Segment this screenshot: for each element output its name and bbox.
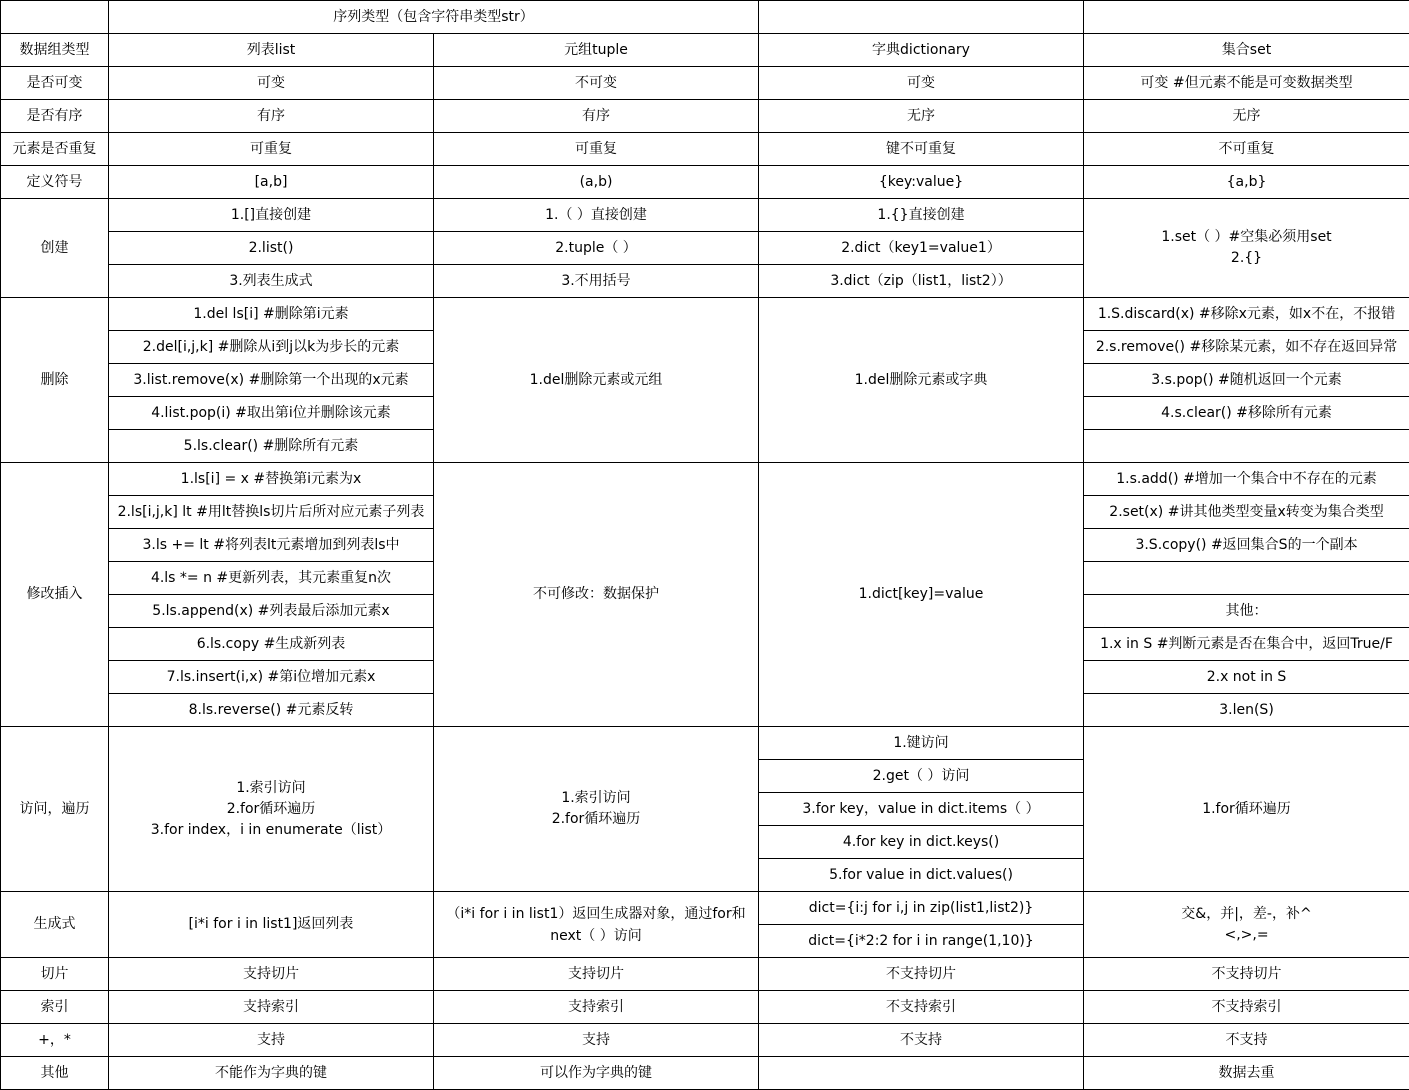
sequence-types-header: 序列类型（包含字符串类型str）	[109, 1, 759, 34]
list-access-cell	[109, 727, 434, 892]
list-ops-cell: 支持	[109, 1024, 434, 1057]
list-delete-cell: 1.del ls[i] #删除第i元素	[109, 298, 434, 331]
set-create-line: 2.{}	[1230, 250, 1263, 266]
set-create-line: 1.set（ ）#空集必须用set	[1161, 229, 1332, 245]
tuple-create-cell: 3.不用括号	[434, 265, 759, 298]
dict-mutable-cell: 可变	[759, 67, 1084, 100]
tuple-ordered-cell: 有序	[434, 100, 759, 133]
set-modify-cell: 1.s.add() #增加一个集合中不存在的元素	[1084, 463, 1409, 496]
tuple-modify-cell: 不可修改：数据保护	[434, 463, 759, 727]
row-label-slice: 切片	[1, 958, 109, 991]
dict-other-cell	[759, 1057, 1084, 1090]
table-row	[1, 892, 1409, 925]
set-comprehension-line: <,>,=	[1224, 926, 1269, 943]
tuple-duplicate-cell: 可重复	[434, 133, 759, 166]
row-label-access: 访问，遍历	[1, 727, 109, 892]
dict-duplicate-cell: 键不可重复	[759, 133, 1084, 166]
set-delete-cell	[1084, 430, 1409, 463]
corner-cell	[1, 1, 109, 34]
dict-create-cell: 1.{}直接创建	[759, 199, 1084, 232]
list-access-line: 3.for index，i in enumerate（list）	[150, 821, 392, 838]
list-access-line: 1.索引访问	[236, 779, 306, 796]
list-ordered-cell: 有序	[109, 100, 434, 133]
dict-create-cell: 3.dict（zip（list1，list2））	[759, 265, 1084, 298]
list-symbol-cell: [a,b]	[109, 166, 434, 199]
table-row	[1, 1024, 1409, 1057]
set-modify-cell: 1.x in S #判断元素是否在集合中，返回True/F	[1084, 628, 1409, 661]
table-row	[1, 958, 1409, 991]
set-slice-cell: 不支持切片	[1084, 958, 1409, 991]
set-top-cell	[1084, 1, 1409, 34]
dict-index-cell: 不支持索引	[759, 991, 1084, 1024]
set-other-cell: 数据去重	[1084, 1057, 1409, 1090]
dict-access-cell: 2.get（ ）访问	[759, 760, 1084, 793]
list-create-cell: 3.列表生成式	[109, 265, 434, 298]
set-modify-cell: 2.set(x) #讲其他类型变量x转变为集合类型	[1084, 496, 1409, 529]
row-label-type: 数据组类型	[1, 34, 109, 67]
tuple-access-cell	[434, 727, 759, 892]
set-modify-cell	[1084, 562, 1409, 595]
dict-ordered-cell: 无序	[759, 100, 1084, 133]
table-row	[1, 298, 1409, 331]
list-access-line: 2.for循环遍历	[226, 800, 316, 817]
set-ops-cell: 不支持	[1084, 1024, 1409, 1057]
tuple-symbol-cell: (a,b)	[434, 166, 759, 199]
table-row	[1, 727, 1409, 760]
list-other-cell: 不能作为字典的键	[109, 1057, 434, 1090]
list-delete-cell: 3.list.remove(x) #删除第一个出现的x元素	[109, 364, 434, 397]
set-delete-cell: 2.s.remove() #移除某元素，如不存在返回异常	[1084, 331, 1409, 364]
set-create-cell	[1084, 199, 1409, 298]
list-modify-cell: 2.ls[i,j,k] lt #用lt替换ls切片后所对应元素子列表	[109, 496, 434, 529]
set-delete-cell: 1.S.discard(x) #移除x元素，如x不在，不报错	[1084, 298, 1409, 331]
dict-access-cell: 4.for key in dict.keys()	[759, 826, 1084, 859]
row-label-delete: 删除	[1, 298, 109, 463]
set-modify-cell: 其他：	[1084, 595, 1409, 628]
tuple-comprehension-cell: （i*i for i in list1）返回生成器对象，通过for和next（ ）访问	[434, 892, 759, 958]
list-mutable-cell: 可变	[109, 67, 434, 100]
tuple-access-line: 2.for循环遍历	[551, 811, 641, 827]
row-label-other: 其他	[1, 1057, 109, 1090]
table-row	[1, 991, 1409, 1024]
list-delete-cell: 2.del[i,j,k] #删除从i到j以k为步长的元素	[109, 331, 434, 364]
dict-access-cell: 1.键访问	[759, 727, 1084, 760]
list-modify-cell: 8.ls.reverse() #元素反转	[109, 694, 434, 727]
list-type-cell: 列表list	[109, 34, 434, 67]
dict-comprehension-cell: dict={i*2:2 for i in range(1,10)}	[759, 925, 1084, 958]
set-access-cell: 1.for循环遍历	[1084, 727, 1409, 892]
set-ordered-cell: 无序	[1084, 100, 1409, 133]
set-modify-cell: 2.x not in S	[1084, 661, 1409, 694]
dict-ops-cell: 不支持	[759, 1024, 1084, 1057]
list-modify-cell: 1.ls[i] = x #替换第i元素为x	[109, 463, 434, 496]
tuple-create-cell: 2.tuple（ ）	[434, 232, 759, 265]
row-label-ordered: 是否有序	[1, 100, 109, 133]
row-label-ops: +，*	[1, 1024, 109, 1057]
set-symbol-cell: {a,b}	[1084, 166, 1409, 199]
list-modify-cell: 3.ls += lt #将列表lt元素增加到列表ls中	[109, 529, 434, 562]
list-delete-cell: 4.list.pop(i) #取出第i位并删除该元素	[109, 397, 434, 430]
dict-delete-cell: 1.del删除元素或字典	[759, 298, 1084, 463]
tuple-access-line: 1.索引访问	[561, 790, 631, 806]
tuple-create-cell: 1.（ ）直接创建	[434, 199, 759, 232]
table-row	[1, 199, 1409, 232]
table-row	[1, 133, 1409, 166]
table-row	[1, 100, 1409, 133]
list-create-cell: 1.[]直接创建	[109, 199, 434, 232]
list-modify-cell: 7.ls.insert(i,x) #第i位增加元素x	[109, 661, 434, 694]
list-slice-cell: 支持切片	[109, 958, 434, 991]
tuple-delete-cell: 1.del删除元素或元组	[434, 298, 759, 463]
tuple-other-cell: 可以作为字典的键	[434, 1057, 759, 1090]
dict-access-cell: 3.for key，value in dict.items（ ）	[759, 793, 1084, 826]
dict-create-cell: 2.dict（key1=value1）	[759, 232, 1084, 265]
set-modify-cell: 3.len(S)	[1084, 694, 1409, 727]
row-label-create: 创建	[1, 199, 109, 298]
dict-modify-cell: 1.dict[key]=value	[759, 463, 1084, 727]
dict-top-cell	[759, 1, 1084, 34]
dict-access-cell: 5.for value in dict.values()	[759, 859, 1084, 892]
tuple-mutable-cell: 不可变	[434, 67, 759, 100]
dict-type-cell: 字典dictionary	[759, 34, 1084, 67]
tuple-slice-cell: 支持切片	[434, 958, 759, 991]
tuple-index-cell: 支持索引	[434, 991, 759, 1024]
row-label-index: 索引	[1, 991, 109, 1024]
set-type-cell: 集合set	[1084, 34, 1409, 67]
list-modify-cell: 5.ls.append(x) #列表最后添加元素x	[109, 595, 434, 628]
set-index-cell: 不支持索引	[1084, 991, 1409, 1024]
header-row	[1, 1, 1409, 34]
list-duplicate-cell: 可重复	[109, 133, 434, 166]
table-row	[1, 166, 1409, 199]
set-delete-cell: 3.s.pop() #随机返回一个元素	[1084, 364, 1409, 397]
row-label-comprehension: 生成式	[1, 892, 109, 958]
set-mutable-cell: 可变 #但元素不能是可变数据类型	[1084, 67, 1409, 100]
set-duplicate-cell: 不可重复	[1084, 133, 1409, 166]
tuple-type-cell: 元组tuple	[434, 34, 759, 67]
tuple-ops-cell: 支持	[434, 1024, 759, 1057]
table-row	[1, 463, 1409, 496]
row-label-mutable: 是否可变	[1, 67, 109, 100]
list-comprehension-cell: [i*i for i in list1]返回列表	[109, 892, 434, 958]
list-index-cell: 支持索引	[109, 991, 434, 1024]
dict-symbol-cell: {key:value}	[759, 166, 1084, 199]
set-comprehension-line: 交&，并|，差-，补^	[1181, 905, 1312, 922]
list-delete-cell: 5.ls.clear() #删除所有元素	[109, 430, 434, 463]
row-label-modify: 修改插入	[1, 463, 109, 727]
table-row	[1, 67, 1409, 100]
list-create-cell: 2.list()	[109, 232, 434, 265]
row-label-symbol: 定义符号	[1, 166, 109, 199]
set-modify-cell: 3.S.copy() #返回集合S的一个副本	[1084, 529, 1409, 562]
set-delete-cell: 4.s.clear() #移除所有元素	[1084, 397, 1409, 430]
set-comprehension-cell	[1084, 892, 1409, 958]
list-modify-cell: 6.ls.copy #生成新列表	[109, 628, 434, 661]
table-row	[1, 34, 1409, 67]
dict-slice-cell: 不支持切片	[759, 958, 1084, 991]
list-modify-cell: 4.ls *= n #更新列表，其元素重复n次	[109, 562, 434, 595]
row-label-duplicate: 元素是否重复	[1, 133, 109, 166]
table-row	[1, 1057, 1409, 1090]
dict-comprehension-cell: dict={i:j for i,j in zip(list1,list2)}	[759, 892, 1084, 925]
